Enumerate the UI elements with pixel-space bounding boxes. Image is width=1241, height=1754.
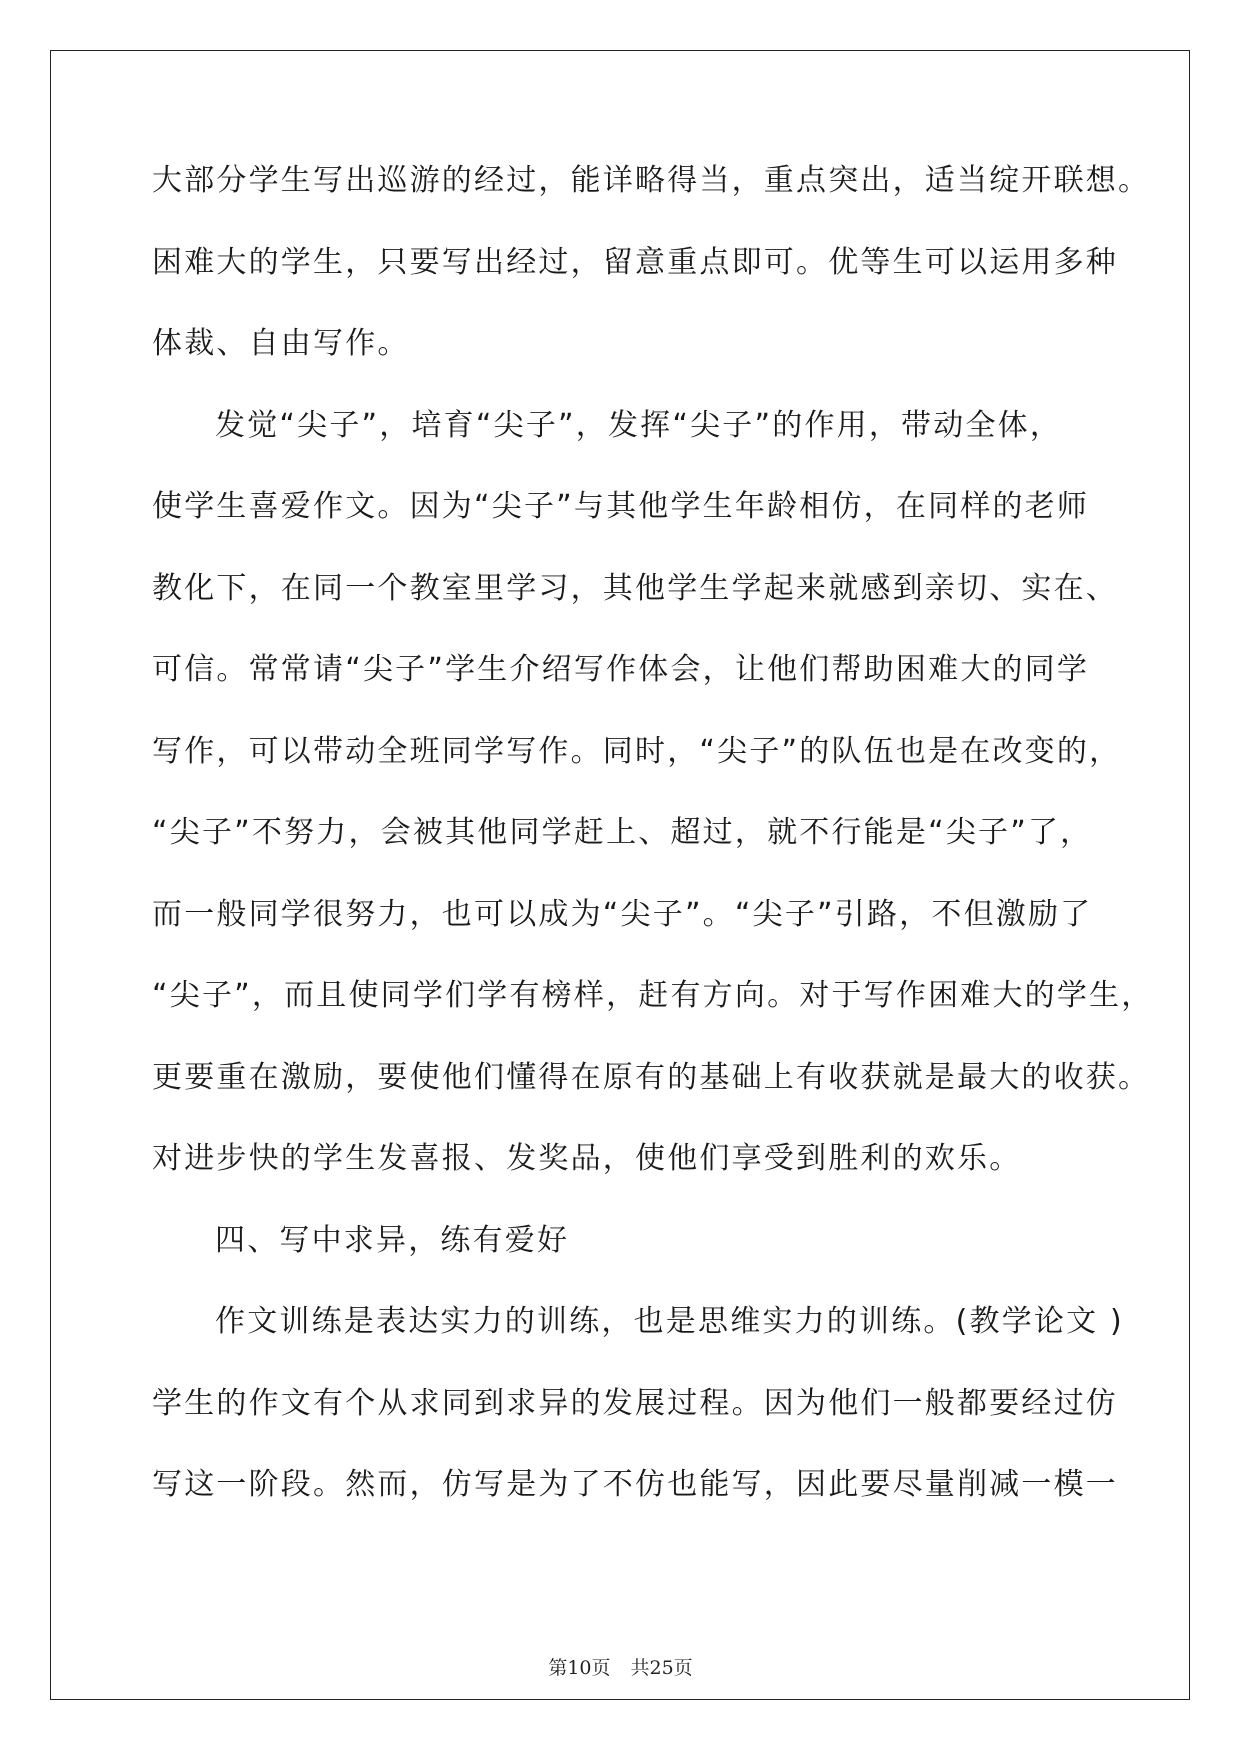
paragraph-start-line: 作文训练是表达实力的训练，也是思维实力的训练。(教学论文 ): [215, 1304, 1124, 1339]
page-total: 共25页: [630, 1657, 693, 1679]
text-line: 体裁、自由写作。: [152, 326, 410, 361]
text-line: 大部分学生写出巡游的经过，能详略得当，重点突出，适当绽开联想。: [152, 163, 1151, 198]
text-line: 对进步快的学生发喜报、发奖品，使他们享受到胜利的欢乐。: [152, 1141, 1022, 1176]
document-body: [152, 140, 1154, 1526]
section-heading: 四、写中求异，练有爱好: [215, 1222, 570, 1258]
text-line: 写这一阶段。然而，仿写是为了不仿也能写，因此要尽量削减一模一: [152, 1467, 1118, 1502]
page-footer: [0, 1653, 1241, 1680]
text-line: 困难大的学生，只要写出经过，留意重点即可。优等生可以运用多种: [152, 244, 1118, 280]
text-line: 更要重在激励，要使他们懂得在原有的基础上有收获就是最大的收获。: [152, 1059, 1151, 1095]
text-line: “尖子”，而且使同学们学有榜样，赶有方向。对于写作困难大的学生，: [152, 978, 1154, 1013]
text-line: “尖子”不努力，会被其他同学赶上、超过，就不行能是“尖子”了，: [152, 815, 1093, 850]
page-number: 第10页: [548, 1657, 611, 1679]
paragraph-start-line: 发觉“尖子”，培育“尖子”，发挥“尖子”的作用，带动全体，: [215, 407, 1063, 443]
text-line: 可信。常常请“尖子”学生介绍写作体会，让他们帮助困难大的同学: [152, 652, 1090, 687]
text-line: 写作，可以带动全班同学写作。同时，“尖子”的队伍也是在改变的，: [152, 733, 1122, 769]
text-line: 而一般同学很努力，也可以成为“尖子”。“尖子”引路，不但激励了: [152, 896, 1093, 932]
text-line: 教化下，在同一个教室里学习，其他学生学起来就感到亲切、实在、: [152, 570, 1118, 606]
text-line: 学生的作文有个从求同到求异的发展过程。因为他们一般都要经过仿: [152, 1385, 1118, 1421]
text-line: 使学生喜爱作文。因为“尖子”与其他学生年龄相仿，在同样的老师: [152, 489, 1090, 524]
